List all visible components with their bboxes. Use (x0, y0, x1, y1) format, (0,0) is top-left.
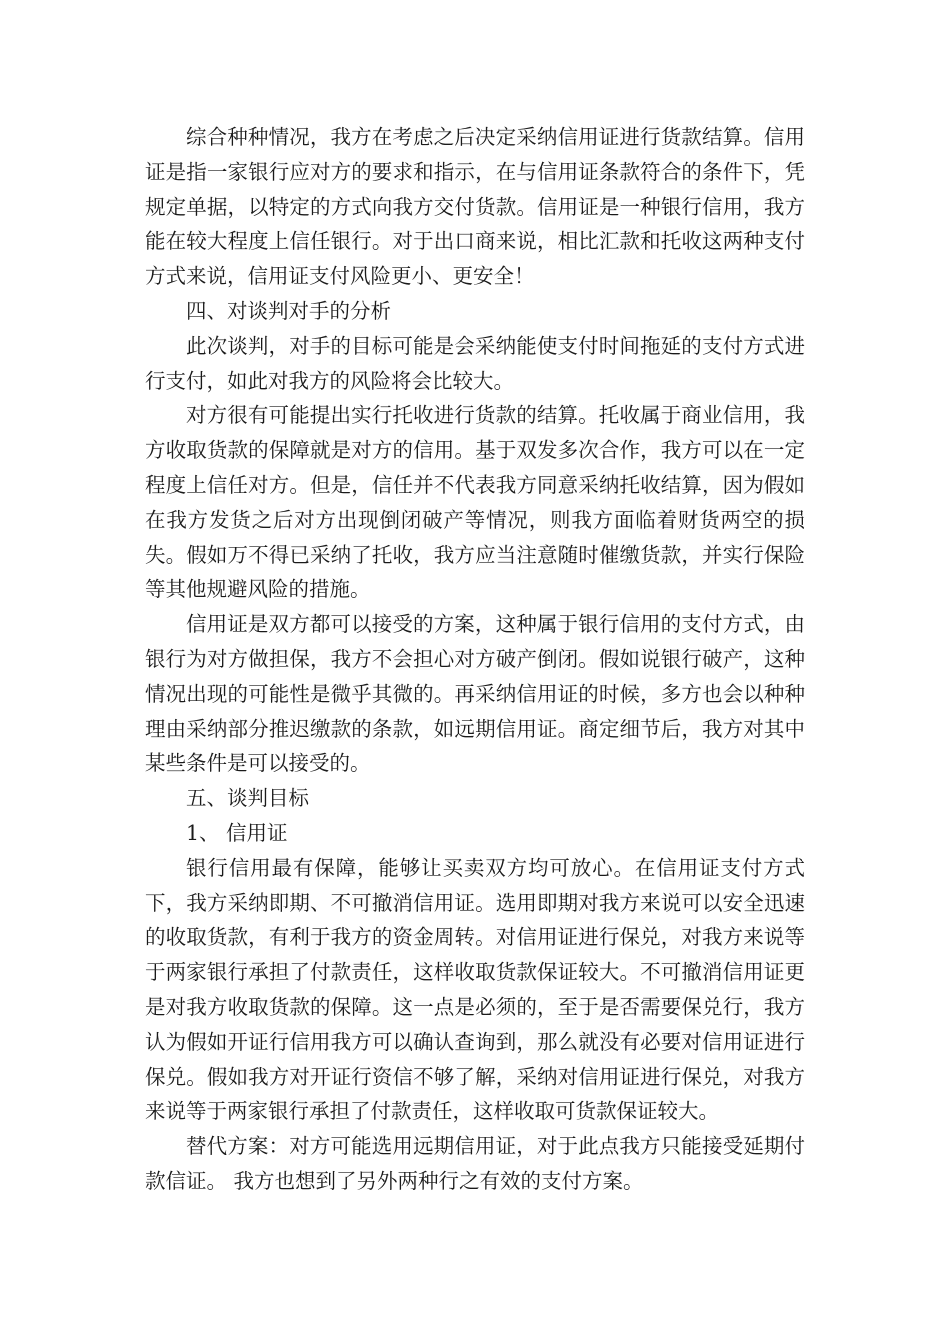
paragraph-opponent-goal: 此次谈判，对手的目标可能是会采纳能使支付时间拖延的支付方式进行支付，如此对我方的风险将会比较大。 (145, 333, 805, 393)
document-page (145, 120, 805, 1199)
paragraph-alternative-plan: 替代方案：对方可能选用远期信用证，对于此点我方只能接受延期付款信证。 我方也想到了另外两种行之有效的支付方案。 (145, 1134, 805, 1193)
paragraph-lc-acceptable: 信用证是双方都可以接受的方案，这种属于银行信用的支付方式，由银行为对方做担保，我方不会担心对方破产倒闭。假如说银行破产，这种情况出现的可能性是微乎其微的。再采纳信用证的时候，多方也会以种种理由采纳部分推迟缴款的条款，如远期信用证。商定细节后，我方对其中某些条件是可以接受的。 (145, 612, 805, 776)
section-heading-opponent-analysis: 四、对谈判对手的分析 (186, 298, 391, 323)
section-heading-negotiation-goals: 五、谈判目标 (186, 786, 309, 811)
paragraph-bank-credit: 银行信用最有保障，能够让买卖双方均可放心。在信用证支付方式下，我方采纳即期、不可撤消信用证。选用即期对我方来说可以安全迅速的收取货款，有利于我方的资金周转。对信用证进行保兑，对我方来说等于两家银行承担了付款责任，这样收取货款保证较大。不可撤消信用证更是对我方收取货款的保障。这一点是必须的，至于是否需要保兑行，我方认为假如开证行信用我方可以确认查询到，那么就没有必要对信用证进行保兑。假如我方对开证行资信不够了解，采纳对信用证进行保兑，对我方来说等于两家银行承担了付款责任，这样收取可货款保证较大。 (145, 855, 805, 1124)
paragraph-collection-risk: 对方很有可能提出实行托收进行货款的结算。托收属于商业信用，我方收取货款的保障就是对方的信用。基于双发多次合作，我方可以在一定程度上信任对方。但是，信任并不代表我方同意采纳托收结算，因为假如在我方发货之后对方出现倒闭破产等情况，则我方面临着财货两空的损失。假如万不得已采纳了托收，我方应当注意随时催缴货款，并实行保险等其他规避风险的措施。 (145, 403, 805, 602)
paragraph-lc-payment-decision: 综合种种情况，我方在考虑之后决定采纳信用证进行货款结算。信用证是指一家银行应对方的要求和指示，在与信用证条款符合的条件下，凭规定单据，以特定的方式向我方交付货款。信用证是一种银行信用，我方能在较大程度上信任银行。对于出口商来说，相比汇款和托收这两种支付方式来说，信用证支付风险更小、更安全！ (145, 125, 805, 289)
subheading-letter-of-credit: 1、 信用证 (186, 820, 288, 845)
